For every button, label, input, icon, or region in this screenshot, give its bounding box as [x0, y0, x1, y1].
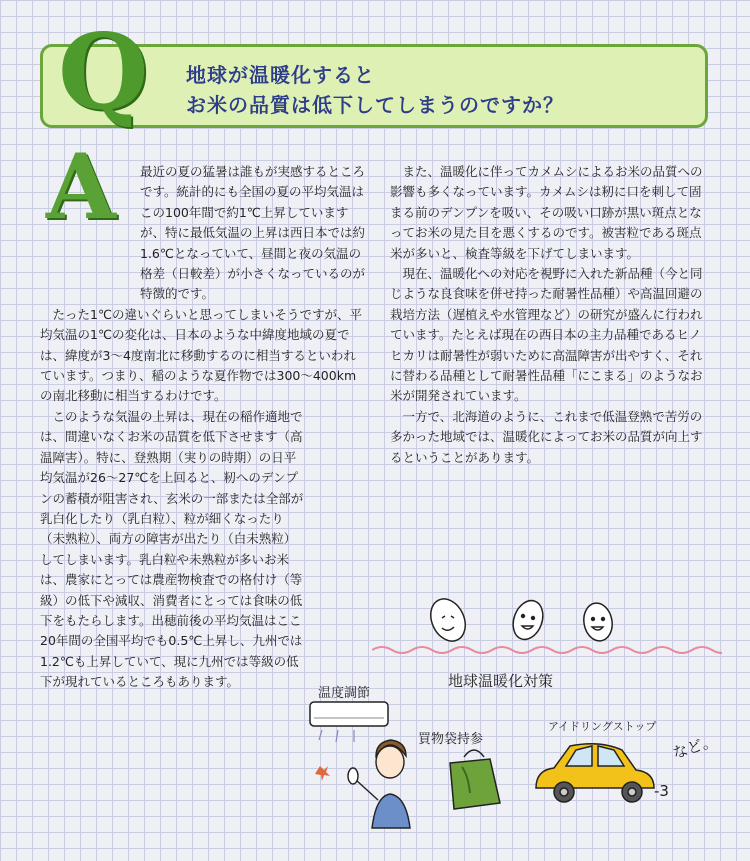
- paragraph: また、温暖化に伴ってカメムシによるお米の品質への影響も多くなっています。カメムシは籾に口を刺して固まる前のデンプンを吸い、その吸い口跡が黒い斑点となってお米の見た目を悪くするのです。被害粒である斑点米が多いと、検査等級を下げてしまいます。: [390, 164, 703, 261]
- answer-column-2: [390, 162, 712, 468]
- paragraph: たった1℃の違いぐらいと思ってしまいそうですが、平均気温の1℃の変化は、日本のような中緯度地域の夏では、緯度が3～4度南北に移動するのに相当するといわれています。つまり、稲のような夏作物では300～400kmの南北移動に相当するわけです。: [40, 306, 362, 404]
- air-conditioner-illustration: [308, 700, 418, 830]
- air-conditioner-icon: [310, 702, 388, 726]
- answer-column-1: [40, 162, 366, 693]
- caption-temperature: 温度調節: [318, 686, 371, 701]
- rice-grain-icon: [424, 593, 615, 646]
- exhaust-mark: -3: [654, 782, 669, 800]
- car-icon: [536, 744, 654, 802]
- person-icon: [348, 740, 410, 828]
- a-letter: A: [46, 134, 116, 240]
- caption-idling-stop: アイドリングストップ: [548, 720, 657, 733]
- paragraph: 現在、温暖化への対応を視野に入れた新品種（今と同じような良食味を併せ持った耐暑性品種）や高温回避の栽培方法（遅植えや水管理など）の研究が盛んに行われています。たとえば現在の西日本の主力品種であるヒノヒカリは耐暑性が弱いために高温障害が出やすく、それに替わる品種として耐暑性品種「にこまる」のようなお米が開発されています。: [390, 266, 703, 404]
- illustration-title: 地球温暖化対策: [448, 672, 554, 690]
- caption-shopping-bag: 買物袋持参: [418, 732, 484, 747]
- question-title: [186, 60, 564, 120]
- shopping-bag-icon: [450, 750, 500, 809]
- shopping-bag-illustration: [444, 745, 514, 811]
- paragraph: 一方で、北海道のように、これまで低温登熟で苦労の多かった地域では、温暖化によってお米の品質が向上するということがあります。: [390, 408, 703, 465]
- car-illustration: [528, 730, 678, 810]
- caption-nado: など。: [670, 731, 719, 763]
- question-line-1: 地球が温暖化すると: [186, 63, 375, 87]
- wavy-divider: [372, 640, 722, 660]
- paragraph: このような気温の上昇は、現在の稲作適地では、間違いなくお米の品質を低下させます（高温障害）。特に、登熟期（実りの時期）の日平均気温が26～27℃を上回ると、籾へのデンプンの蓄積が阻害され、玄米の一部または全部が乳白化したり（乳白粒）、粒が細くなったり（未熟粒）、両方の障害が出たり（白未熟粒）してしまいます。乳白粒や未熟粒が多いお米は、農家にとっては農産物検査での格付け（等級）の低下や減収、消費者にとっては食味の低下をもたらします。出穂前後の平均気温はここ20年間の全国平均でも0.5℃上昇し、九州では1.2℃も上昇していて、現に九州では等級の低下が現れているところもあります。: [40, 408, 304, 690]
- q-letter: Q: [58, 10, 149, 133]
- paragraph: 最近の夏の猛暑は誰もが実感するところです。統計的にも全国の夏の平均気温はこの100年間で約1℃上昇していますが、特に最低気温の上昇は西日本では約1.6℃となっていて、昼間と夜の気温の格差（日較差）が小さくなっているのが特徴的です。: [140, 164, 366, 302]
- question-line-2: お米の品質は低下してしまうのですか？: [186, 93, 564, 117]
